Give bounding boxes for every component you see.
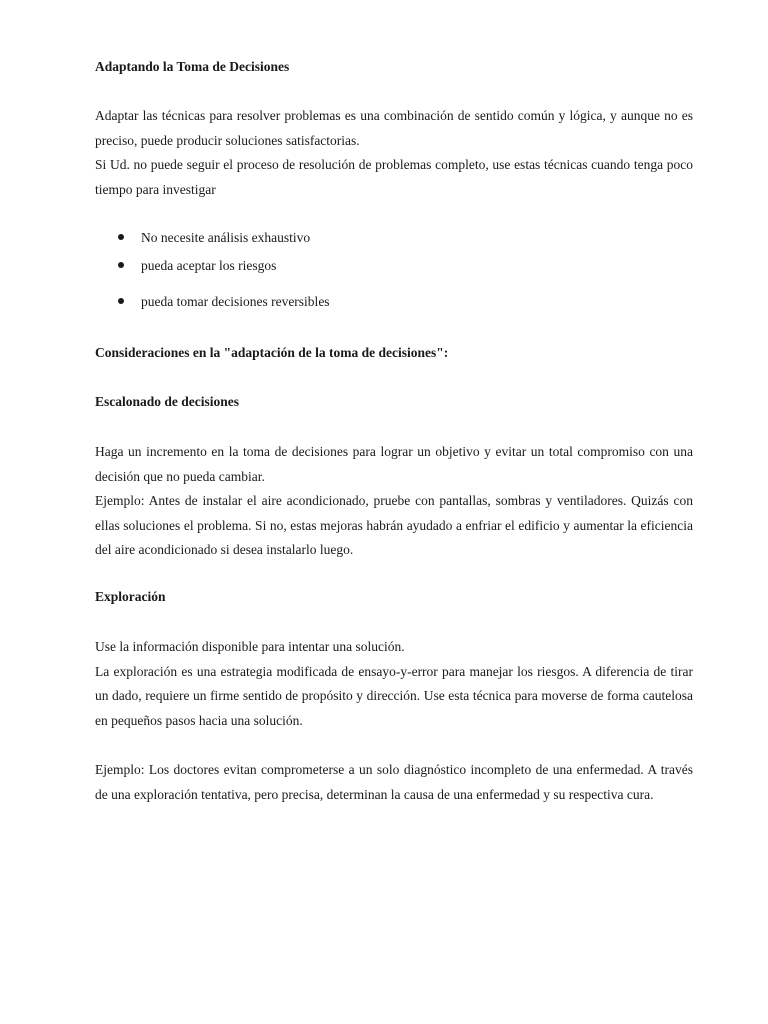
intro-line-2: Si Ud. no puede seguir el proceso de resolución de problemas completo, use estas técnicas cuando tenga poco tiempo para investigar bbox=[95, 157, 693, 197]
intro-paragraph bbox=[95, 104, 693, 202]
bullet-icon bbox=[118, 262, 124, 268]
intro-line-1: Adaptar las técnicas para resolver problemas es una combinación de sentido común y lógica, y aunque no es preciso, puede producir soluciones satisfactorias. bbox=[95, 108, 693, 148]
considerations-heading: Consideraciones en la "adaptación de la toma de decisiones": bbox=[95, 345, 449, 360]
list-item: pueda tomar decisiones reversibles bbox=[118, 294, 330, 310]
section2-paragraph-1: Use la información disponible para intentar una solución. bbox=[95, 639, 405, 654]
list-item: pueda aceptar los riesgos bbox=[118, 258, 276, 274]
section2-paragraph-2: La exploración es una estrategia modificada de ensayo-y-error para manejar los riesgos. A diferencia de tirar un dado, requiere un firme sentido de propósito y dirección. Use esta técnica para moverse de forma cautelosa en pequeños pasos hacia una solución. bbox=[95, 663, 693, 728]
bullet-icon bbox=[118, 298, 124, 304]
section1-body bbox=[95, 440, 693, 563]
section2-example: Ejemplo: Los doctores evitan comprometerse a un solo diagnóstico incompleto de una enfermedad. A través de una exploración tentativa, pero precisa, determinan la causa de una enfermedad y su respectiva cura. bbox=[95, 762, 693, 802]
section2-heading: Exploración bbox=[95, 589, 166, 604]
bullet-icon bbox=[118, 234, 124, 240]
section1-heading: Escalonado de decisiones bbox=[95, 394, 240, 409]
document-title: Adaptando la Toma de Decisiones bbox=[95, 59, 290, 74]
section1-paragraph-1: Haga un incremento en la toma de decisiones para lograr un objetivo y evitar un total compromiso con una decisión que no pueda cambiar. bbox=[95, 444, 693, 484]
section2-body bbox=[95, 635, 693, 733]
section1-paragraph-2: Ejemplo: Antes de instalar el aire acondicionado, pruebe con pantallas, sombras y ventiladores. Quizás con ellas soluciones el problema. Si no, estas mejoras habrán ayudado a enfriar el edificio y aumentar la eficiencia del aire acondicionado si desea instalarlo luego. bbox=[95, 493, 693, 557]
list-item: No necesite análisis exhaustivo bbox=[118, 230, 310, 246]
